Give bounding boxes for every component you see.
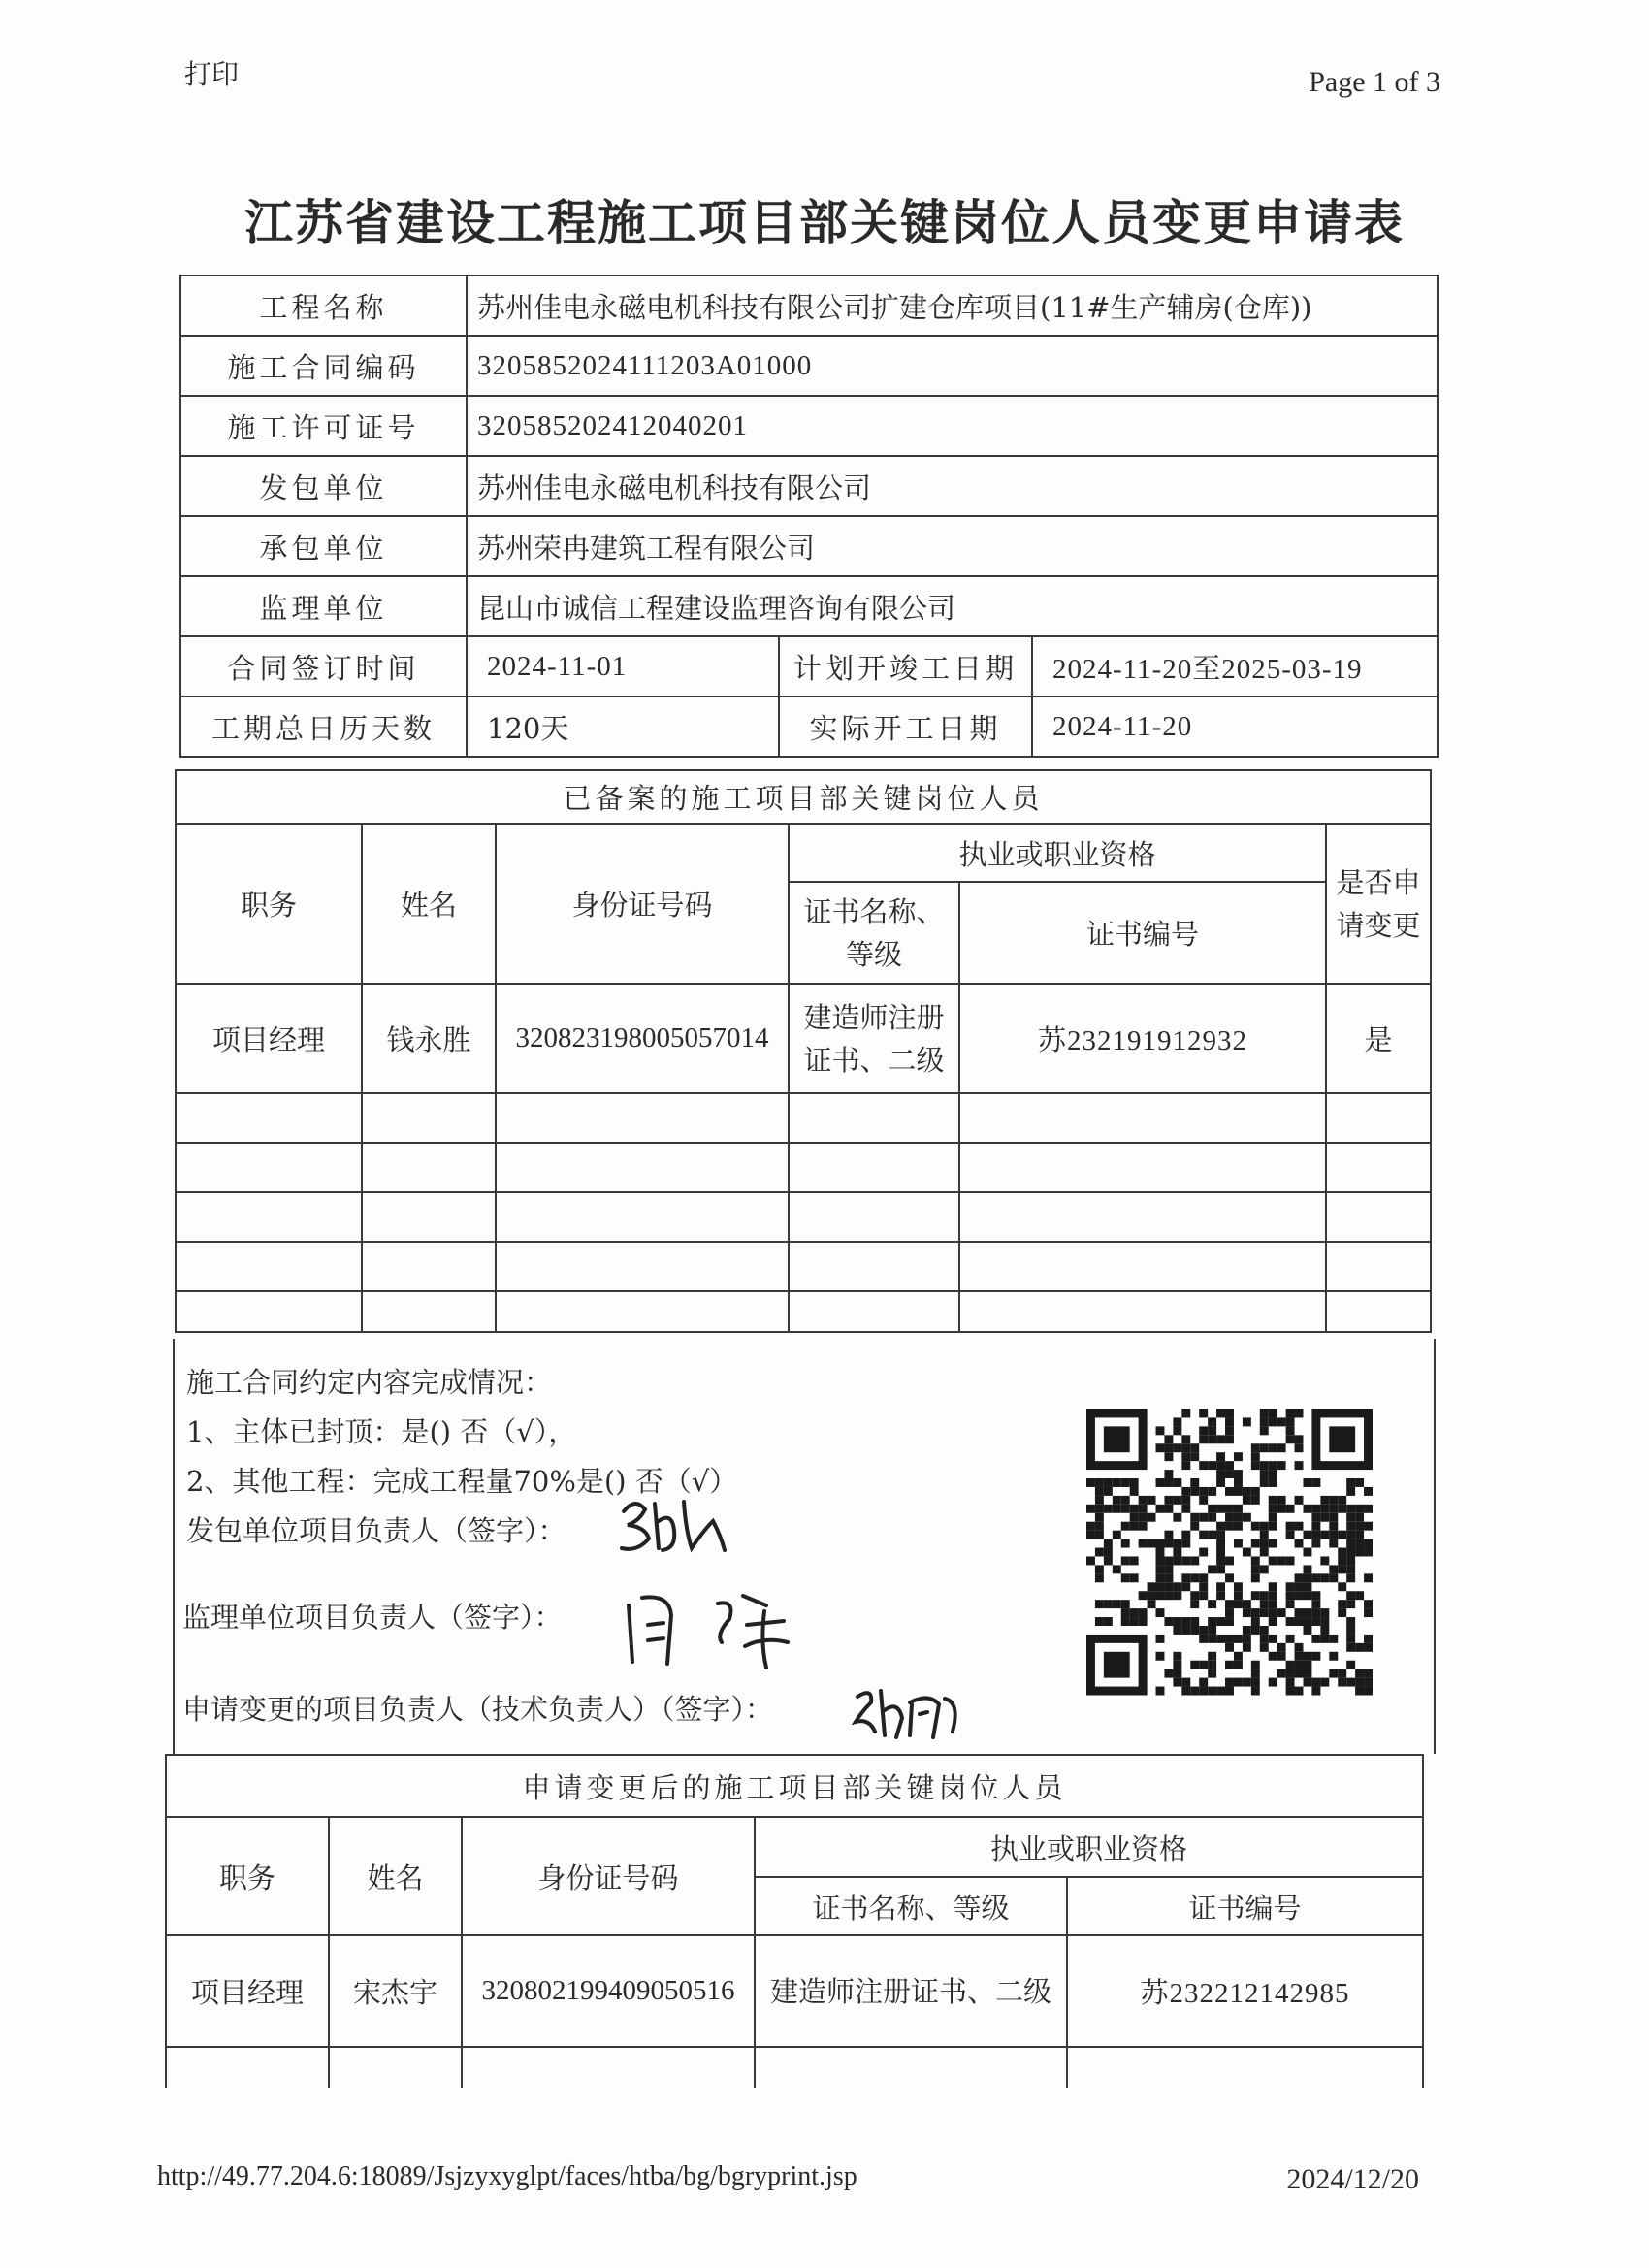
empty-row: [176, 1242, 1431, 1291]
applicant-signature: [852, 1683, 968, 1741]
empty-row: [176, 1192, 1431, 1242]
row-cert-name: 建造师注册证书、二级: [755, 1935, 1067, 2047]
contract-no-label: 施工合同编码: [180, 336, 467, 396]
condition-item-2: 2、其他工程：完成工程量70%是() 否（√）: [186, 1465, 738, 1498]
col-cert-no: 证书编号: [1067, 1877, 1423, 1935]
client-signature: [616, 1492, 732, 1560]
row-cert-name: 建造师注册证书、二级: [789, 984, 959, 1093]
supervisor-value: 昆山市诚信工程建设监理咨询有限公司: [467, 576, 1438, 636]
project-info-table: [179, 275, 1439, 758]
conditions-heading: 施工合同约定内容完成情况：: [186, 1366, 553, 1399]
col-id: 身份证号码: [462, 1817, 755, 1935]
print-link[interactable]: 打印: [184, 58, 240, 90]
empty-row: [166, 2047, 1423, 2088]
row-position: 项目经理: [176, 984, 362, 1093]
col-change: 是否申请变更: [1326, 824, 1431, 984]
client-sign-label: 发包单位项目负责人（签字）：: [186, 1514, 566, 1547]
client-label: 发包单位: [180, 456, 467, 516]
col-id: 身份证号码: [496, 824, 789, 984]
row-change: 是: [1326, 984, 1431, 1093]
row-position: 项目经理: [166, 1935, 329, 2047]
filed-staff-table: [175, 769, 1432, 1333]
new-staff-table: [165, 1754, 1424, 2088]
permit-no-value: 320585202412040201: [467, 396, 1438, 456]
col-cert-name: 证书名称、等级: [755, 1877, 1067, 1935]
sign-date-label: 合同签订时间: [180, 636, 467, 697]
plan-period-label: 计划开竣工日期: [779, 636, 1032, 697]
filed-staff-section-title: 已备案的施工项目部关键岗位人员: [176, 770, 1431, 824]
condition-item-1: 1、主体已封顶：是() 否（√），: [186, 1415, 577, 1448]
contractor-value: 苏州荣冉建筑工程有限公司: [467, 516, 1438, 576]
empty-row: [176, 1143, 1431, 1192]
row-cert-no: 苏232191912932: [959, 984, 1326, 1093]
sign-date-value: 2024-11-01: [467, 636, 779, 697]
row-cert-no: 苏232212142985: [1067, 1935, 1423, 2047]
row-id: 320823198005057014: [496, 984, 789, 1093]
form-title: 江苏省建设工程施工项目部关键岗位人员变更申请表: [244, 194, 1405, 251]
col-qualification: 执业或职业资格: [755, 1817, 1423, 1877]
footer-url: http://49.77.204.6:18089/Jsjzyxyglpt/faces/htba/bg/bgryprint.jsp: [157, 2161, 857, 2191]
row-id: 320802199409050516: [462, 1935, 755, 2047]
page-indicator: Page 1 of 3: [1309, 66, 1440, 98]
actual-start-label: 实际开工日期: [779, 697, 1032, 757]
project-name-label: 工程名称: [180, 275, 467, 336]
col-name: 姓名: [329, 1817, 462, 1935]
col-position: 职务: [166, 1817, 329, 1935]
total-days-label: 工期总日历天数: [180, 697, 467, 757]
supervisor-label: 监理单位: [180, 576, 467, 636]
plan-period-value: 2024-11-20至2025-03-19: [1032, 636, 1438, 697]
col-name: 姓名: [362, 824, 496, 984]
actual-start-value: 2024-11-20: [1032, 697, 1438, 757]
table-row: [176, 984, 1431, 1093]
applicant-sign-label: 申请变更的项目负责人（技术负责人）（签字）：: [182, 1693, 774, 1726]
project-name-value: 苏州佳电永磁电机科技有限公司扩建仓库项目(11#生产辅房(仓库)): [467, 275, 1438, 336]
total-days-value: 120天: [467, 697, 779, 757]
new-staff-section-title: 申请变更后的施工项目部关键岗位人员: [166, 1755, 1423, 1817]
qr-code-icon: [1086, 1407, 1373, 1698]
client-value: 苏州佳电永磁电机科技有限公司: [467, 456, 1438, 516]
empty-row: [176, 1291, 1431, 1332]
col-position: 职务: [176, 824, 362, 984]
supervisor-sign-label: 监理单位项目负责人（签字）：: [182, 1601, 563, 1634]
row-name: 钱永胜: [362, 984, 496, 1093]
row-name: 宋杰宇: [329, 1935, 462, 2047]
supervisor-signature: [621, 1586, 805, 1673]
footer-date: 2024/12/20: [1286, 2163, 1419, 2195]
col-qualification: 执业或职业资格: [789, 824, 1326, 882]
table-row: [166, 1935, 1423, 2047]
permit-no-label: 施工许可证号: [180, 396, 467, 456]
contractor-label: 承包单位: [180, 516, 467, 576]
col-cert-name: 证书名称、等级: [789, 882, 959, 984]
empty-row: [176, 1093, 1431, 1143]
contract-no-value: 3205852024111203A01000: [467, 336, 1438, 396]
col-cert-no: 证书编号: [959, 882, 1326, 984]
